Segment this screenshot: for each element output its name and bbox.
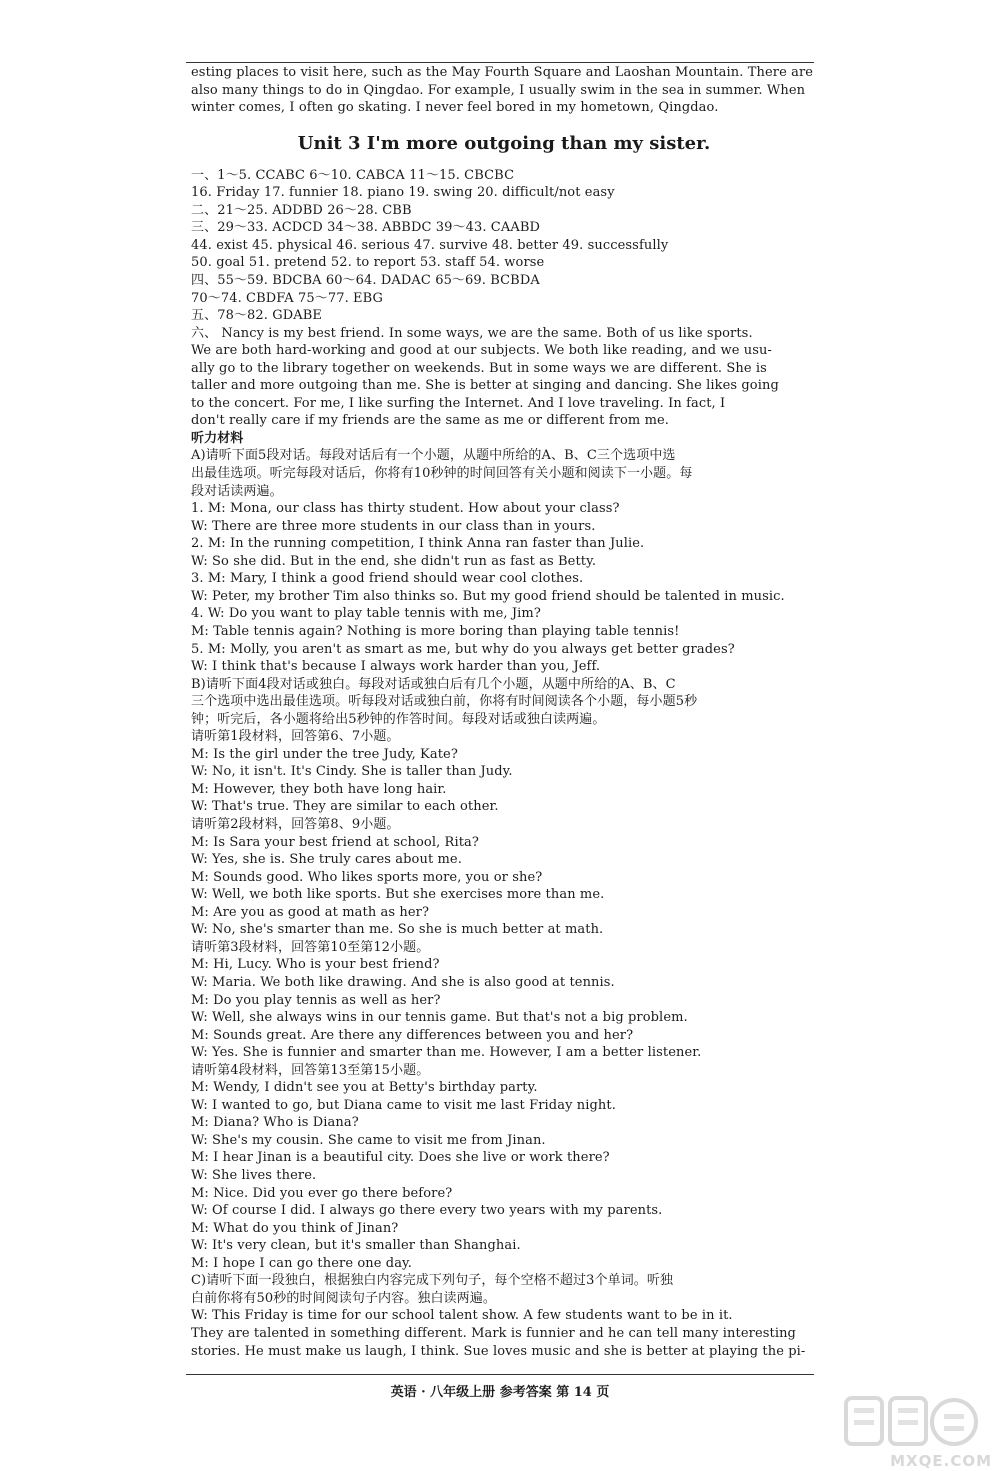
essay-line: esting places to visit here, such as the May Fourth Square and Laoshan Mountain. There are: [191, 65, 814, 80]
dialogue-line: 5. M: Molly, you aren't as smart as me, but why do you always get better grades?: [191, 641, 735, 657]
essay-line: to the concert. For me, I like surfing the Internet. And I love traveling. In fact, I: [191, 395, 726, 411]
dialogue-line: W: No, it isn't. It's Cindy. She is taller than Judy.: [191, 764, 513, 780]
dialogue-line: M: Diana? Who is Diana?: [191, 1115, 359, 1131]
monologue-line: C)请听下面一段独白，根据独白内容完成下列句子，每个空格不超过3个单词。听独: [191, 1273, 674, 1289]
dialogue-line: M: Wendy, I didn't see you at Betty's birthday party.: [191, 1080, 538, 1096]
dialogue-line: W: She's my cousin. She came to visit me from Jinan.: [191, 1132, 546, 1148]
bottom-rule: [186, 1374, 814, 1375]
instruction-line: 出最佳选项。听完每段对话后，你将有10秒钟的时间回答有关小题和阅读下一小题。每: [191, 466, 693, 481]
essay-line: don't really care if my friends are the same as me or different from me.: [191, 413, 670, 429]
dialogue-line: W: I wanted to go, but Diana came to visit me last Friday night.: [191, 1097, 616, 1113]
essay-line: We are both hard-working and good at our subjects. We both like reading, and we usu-: [191, 343, 772, 359]
dialogue-line: W: It's very clean, but it's smaller than Shanghai.: [191, 1238, 521, 1254]
answer-line: 50. goal 51. pretend 52. to report 53. staff 54. worse: [191, 255, 545, 271]
watermark-text: MXQE.COM: [890, 1452, 992, 1470]
answer-line: 四、55～59. BDCBA 60～64. DADAC 65～69. BCBDA: [191, 272, 540, 288]
answer-stamp-logo: [842, 1390, 982, 1460]
answer-line: 三、29～33. ACDCD 34～38. ABBDC 39～43. CAABD: [191, 220, 541, 236]
answer-line: 一、1～5. CCABC 6～10. CABCA 11～15. CBCBC: [191, 167, 515, 183]
material-intro: 请听第4段材料，回答第13至第15小题。: [191, 1062, 430, 1078]
monologue-line: stories. He must make us laugh, I think. Sue loves music and she is better at playing the pi-: [191, 1343, 806, 1359]
instruction-line: 段对话读两遍。: [191, 483, 283, 499]
dialogue-line: W: Of course I did. I always go there every two years with my parents.: [191, 1203, 663, 1219]
dialogue-line: M: What do you think of Jinan?: [191, 1220, 399, 1236]
answer-line: 16. Friday 17. funnier 18. piano 19. swing 20. difficult/not easy: [191, 185, 615, 201]
dialogue-line: 2. M: In the running competition, I think Anna ran faster than Julie.: [191, 536, 645, 552]
material-intro: 请听第2段材料，回答第8、9小题。: [191, 817, 400, 832]
section-heading: 听力材料: [191, 430, 244, 446]
dialogue-line: M: Nice. Did you ever go there before?: [191, 1185, 453, 1201]
dialogue-line: W: I think that's because I always work harder than you, Jeff.: [191, 659, 601, 675]
dialogue-line: W: Peter, my brother Tim also thinks so. But my good friend should be talented in music.: [191, 588, 785, 604]
dialogue-line: W: That's true. They are similar to each other.: [191, 799, 499, 815]
dialogue-line: M: Hi, Lucy. Who is your best friend?: [191, 957, 440, 973]
monologue-line: 白前你将有50秒的时间阅读句子内容。独白读两遍。: [191, 1290, 496, 1306]
dialogue-line: M: Sounds good. Who likes sports more, you or she?: [191, 869, 543, 885]
dialogue-line: W: Yes. She is funnier and smarter than me. However, I am a better listener.: [191, 1045, 702, 1061]
answer-line: 五、78～82. GDABE: [191, 308, 322, 324]
dialogue-line: 1. M: Mona, our class has thirty student. How about your class?: [191, 501, 620, 517]
material-intro: 请听第3段材料，回答第10至第12小题。: [191, 939, 430, 955]
instruction-line: 钟；听完后，各小题将给出5秒钟的作答时间。每段对话或独白读两遍。: [191, 711, 606, 727]
dialogue-line: W: So she did. But in the end, she didn't run as fast as Betty.: [191, 553, 597, 569]
dialogue-line: M: Table tennis again? Nothing is more boring than playing table tennis!: [191, 623, 680, 639]
dialogue-line: W: No, she's smarter than me. So she is much better at math.: [191, 922, 604, 938]
dialogue-line: W: Yes, she is. She truly cares about me.: [191, 852, 462, 868]
dialogue-line: M: Are you as good at math as her?: [191, 904, 430, 920]
dialogue-line: M: Is Sara your best friend at school, Rita?: [191, 834, 479, 850]
instruction-line: 三个选项中选出最佳选项。听每段对话或独白前，你将有时间阅读各个小题，每小题5秒: [191, 694, 698, 710]
dialogue-line: W: Maria. We both like drawing. And she is also good at tennis.: [191, 974, 615, 990]
instruction-line: A)请听下面5段对话。每段对话后有一个小题，从题中所给的A、B、C三个选项中选: [191, 448, 676, 464]
dialogue-line: 4. W: Do you want to play table tennis with me, Jim?: [191, 606, 541, 622]
material-intro: 请听第1段材料，回答第6、7小题。: [191, 729, 400, 745]
dialogue-line: W: Well, she always wins in our tennis game. But that's not a big problem.: [191, 1010, 688, 1026]
dialogue-line: M: I hear Jinan is a beautiful city. Does she live or work there?: [191, 1150, 610, 1166]
dialogue-line: W: She lives there.: [191, 1168, 317, 1183]
monologue-line: They are talented in something different. Mark is funnier and he can tell many interesting: [191, 1325, 796, 1341]
monologue-line: W: This Friday is time for our school talent show. A few students want to be in it.: [191, 1308, 733, 1324]
top-rule: [186, 62, 814, 63]
dialogue-line: 3. M: Mary, I think a good friend should wear cool clothes.: [191, 571, 584, 587]
answer-line: 二、21～25. ADDBD 26～28. CBB: [191, 202, 412, 218]
dialogue-line: M: Do you play tennis as well as her?: [191, 992, 441, 1008]
dialogue-line: W: There are three more students in our class than in yours.: [191, 518, 596, 534]
dialogue-line: M: Is the girl under the tree Judy, Kate?: [191, 746, 458, 762]
answer-line: 70～74. CBDFA 75～77. EBG: [191, 290, 383, 306]
essay-line: also many things to do in Qingdao. For example, I usually swim in the sea in summer. When: [191, 82, 806, 98]
essay-line: ally go to the library together on weekends. But in some ways we are different. She is: [191, 360, 767, 376]
dialogue-line: W: Well, we both like sports. But she exercises more than me.: [191, 887, 605, 903]
dialogue-line: M: I hope I can go there one day.: [191, 1255, 412, 1271]
unit-title: Unit 3 I'm more outgoing than my sister.: [297, 132, 711, 154]
dialogue-line: M: However, they both have long hair.: [191, 781, 447, 797]
page-footer: 英语 · 八年级上册 参考答案 第 14 页: [390, 1385, 610, 1400]
essay-line: taller and more outgoing than me. She is better at singing and dancing. She likes going: [191, 378, 779, 394]
essay-line: winter comes, I often go skating. I never feel bored in my hometown, Qingdao.: [191, 100, 719, 116]
instruction-line: B)请听下面4段对话或独白。每段对话或独白后有几个小题，从题中所给的A、B、C: [191, 676, 676, 692]
dialogue-line: M: Sounds great. Are there any differences between you and her?: [191, 1027, 634, 1043]
answer-line: 44. exist 45. physical 46. serious 47. survive 48. better 49. successfully: [191, 237, 669, 253]
essay-line: 六、 Nancy is my best friend. In some ways, we are the same. Both of us like sports.: [191, 325, 753, 341]
